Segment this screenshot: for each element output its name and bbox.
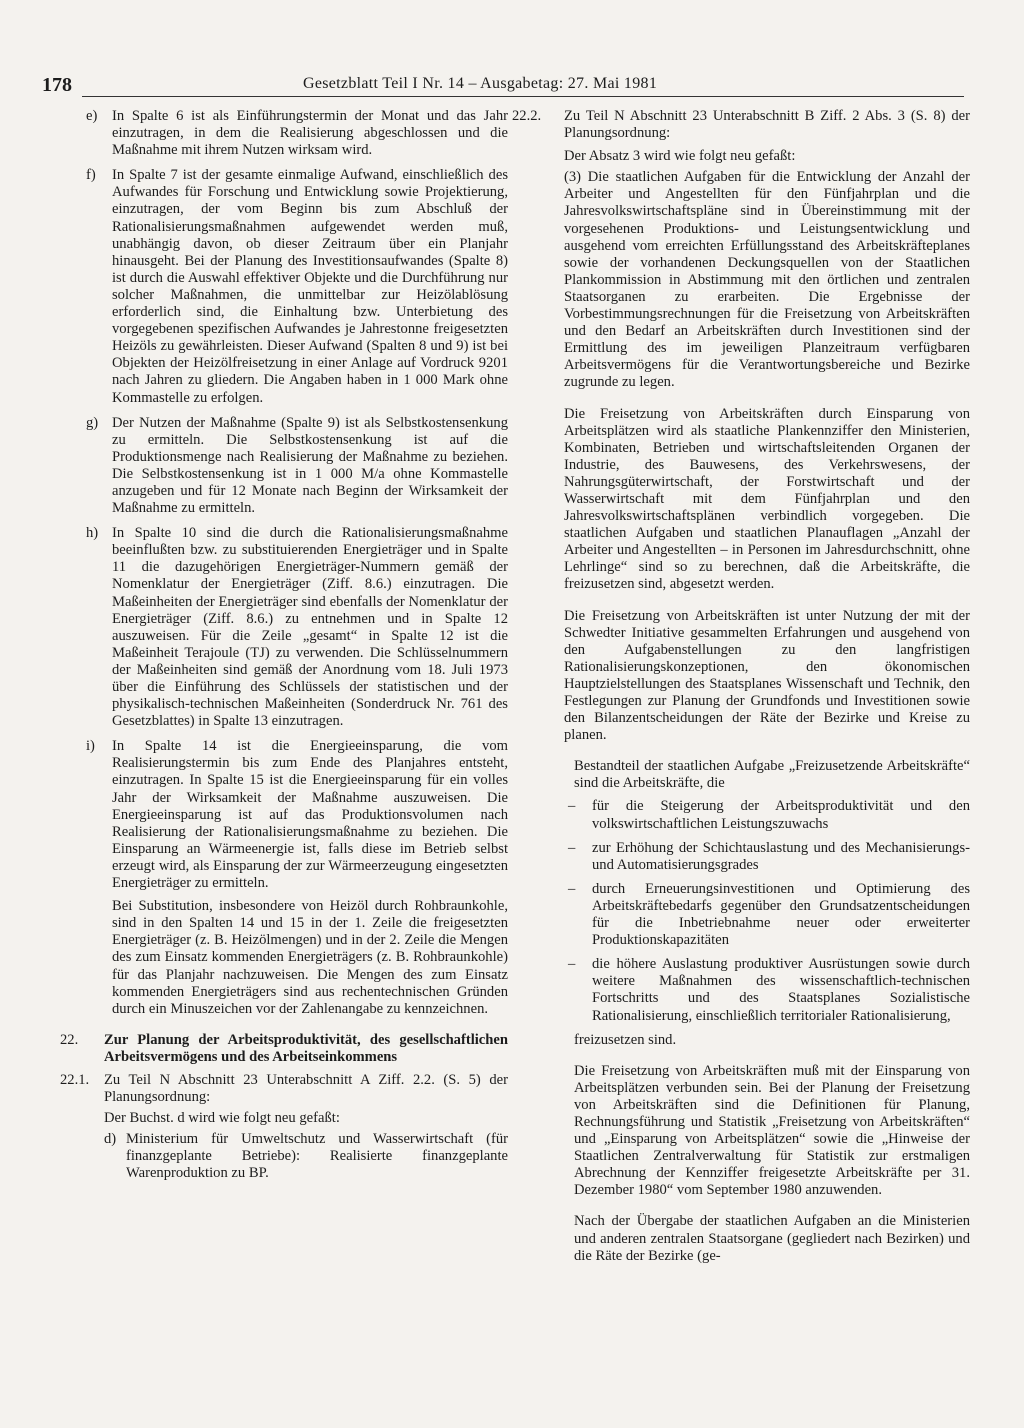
item-label: g) xyxy=(86,414,99,431)
section-text: Zu Teil N Abschnitt 23 Unterabschnitt B Ziff. 2 Abs. 3 (S. 8) der Planungsordnung: xyxy=(564,108,970,142)
item-text: Der Nutzen der Maßnahme (Spalte 9) ist als Selbstkostensenkung zu ermitteln. Die Selbstkostensenkung ist auf die Produktionsmenge nach Realisierung der Maßnahme zu beziehen. Die Selbstkostensenkung ist in 1 000 M/a ohne Kommastelle anzugeben und für 12 Monate nach Beginn der Wirksamkeit der Maßnahme zu ermitteln. xyxy=(112,414,508,517)
right-column xyxy=(512,108,970,1279)
dash-marker: – xyxy=(568,839,576,856)
paragraph-2: (3) Die staatlichen Aufgaben für die Entwicklung der Anzahl der Arbeiter und Angestellten für den Fünfjahrplan und die Jahresvolkswirtschaftspläne sind in Übereinstimmung mit der vorgesehenen Produktions- und Leistungsentwicklung und ausgehend vom erreichten Erfüllungsstand des Arbeitskräfteplanes sowie der vorhandenen Deckungsquellen von der Staatlichen Plankommission in Abstimmung mit den örtlichen und zentralen Staatsorganen zu erarbeiten. Die Ergebnisse der Vorbestimmungsrechnungen für die Freisetzung von Arbeitskräften und den Bedarf an Arbeitskräften durch Investitionen sind der Ermittlung des im jeweiligen Planzeitraum verfügbaren Arbeitsvermögens für die Verantwortungsbereiche und Bezirke zugrunde zu legen. xyxy=(564,169,970,391)
item-f xyxy=(60,167,508,406)
section-title: Zur Planung der Arbeitsproduktivität, des gesellschaftlichen Arbeitsvermögens und des Arbeitseinkommens xyxy=(104,1031,508,1065)
section-text-2: Der Buchst. d wird wie folgt neu gefaßt: xyxy=(104,1110,340,1127)
section-label: 22.1. xyxy=(60,1071,90,1088)
running-title: Gesetzblatt Teil I Nr. 14 – Ausgabetag: 27. Mai 1981 xyxy=(303,75,658,92)
item-e xyxy=(60,108,508,159)
dash-marker: – xyxy=(568,956,576,973)
item-text: In Spalte 6 ist als Einführungstermin der Monat und das Jahr einzutragen, in dem die Realisierung abgeschlossen und die Maßnahme mit ihrem Nutzen wirksam wird. xyxy=(112,108,508,159)
paragraph-8: Nach der Übergabe der staatlichen Aufgaben an die Ministerien und anderen zentralen Staatsorgane (gegliedert nach Bezirken) und die Räte der Bezirke (ge- xyxy=(574,1213,970,1264)
dash-marker: – xyxy=(568,880,576,897)
paragraph-7: Die Freisetzung von Arbeitskräften muß mit der Einsparung von Arbeitsplätzen verbunden sein. Bei der Planung der Freisetzung von Arbeitskräften sind die Definitionen für Planung, Rechnungsführung und Statistik „Freisetzung von Arbeitskräften“ und „Einsparung von Arbeitsplätzen“ sowie die „Hinweise der Staatlichen Zentralverwaltung für Statistik zur erstmaligen Abrechnung der Kennziffer freigesetzte Arbeitskräfte per 31. Dezember 1980“ vom September 1980 anzuwenden. xyxy=(574,1062,970,1199)
section-22-2 xyxy=(512,108,970,142)
item-h xyxy=(60,525,508,730)
subitem-label: d) xyxy=(104,1131,117,1148)
dash-item xyxy=(520,798,970,832)
paragraph-4: Die Freisetzung von Arbeitskräften ist unter Nutzung der mit der Schwedter Initiative gesammelten Erfahrungen und ausgehend von den Aufgabenstellungen zu den langfristigen Rationalisierungskonzeptionen, den ökonomischen Hauptzielstellungen des Staatsplanes Wissenschaft und Technik, den Festlegungen zur Planung der Grundfonds und Investitionen sowie den Bilanzentscheidungen der Räte der Bezirke und Kreise zu planen. xyxy=(564,607,970,744)
paragraph-1: Der Absatz 3 wird wie folgt neu gefaßt: xyxy=(564,148,796,165)
paragraph-3: Die Freisetzung von Arbeitskräften durch Einsparung von Arbeitsplätzen wird als staatliche Plankennziffer den Ministerien, Kombinaten, Betrieben und wirtschaftsleitenden Organen der Industrie, des Bauwesens, des Verkehrswesens, der Nahrungsgüterwirtschaft, der Forstwirtschaft und der Wasserwirtschaft mit dem Fünfjahrplan und den Jahresvolkswirtschaftsplänen verbindlich vorgegeben. Die staatlichen Aufgaben und staatlichen Planauflagen „Anzahl der Arbeiter und Angestellten – in Personen im Jahresdurchschnitt, ohne Lehrlinge“ sind so zu berechnen, daß die Arbeitskräfte, die freizusetzen sind, abgesetzt werden. xyxy=(564,405,970,593)
dash-text: durch Erneuerungsinvestitionen und Optimierung des Arbeitskräftebedarfs gegenüber den Grundsatzentscheidungen für die Inbetriebnahme neuer oder erweiterter Produktionskapazitäten xyxy=(592,880,970,949)
item-i xyxy=(60,738,508,1018)
subitem-d xyxy=(104,1131,508,1182)
dash-marker: – xyxy=(568,798,576,815)
item-label: i) xyxy=(86,738,95,755)
item-text: In Spalte 10 sind die durch die Rationalisierungsmaßnahme beeinflußten bzw. zu substituierenden Energieträger und in Spalte 11 die dazugehörigen Energieträger-Nummern gemäß der Nomenklatur der Energieträger (Ziff. 8.6.) einzutragen. Die Maßeinheiten der Energieträger sind ebenfalls der Nomenklatur der Energieträger (Ziff. 8.6.) zu entnehmen und in Spalte 12 auszuweisen. Für die Zeile „gesamt“ in Spalte 12 ist die Maßeinheit Terajoule (TJ) zu verwenden. Die Schlüsselnummern der Maßeinheiten sind gemäß der Anordnung vom 18. Juli 1973 über die Einführung des Schlüssels der statistischen und der physikalisch-technischen Maßeinheiten (Sonderdruck Nr. 761 des Gesetzblattes) in Spalte 13 einzutragen. xyxy=(112,525,508,730)
dash-text: für die Steigerung der Arbeitsproduktivität und den volkswirtschaftlichen Leistungszuwachs xyxy=(592,798,970,832)
page-number: 178 xyxy=(42,74,72,96)
section-22 xyxy=(60,1032,508,1066)
item-label: h) xyxy=(86,525,99,542)
dash-item xyxy=(520,840,970,874)
item-text: In Spalte 7 ist der gesamte einmalige Aufwand, einschließlich des Aufwandes für Forschung und Entwicklung sowie Projektierung, einzutragen, der vom Beginn bis zum Abschluß der Rationalisierungsmaßnahmen aufgewendet werden muß, unabhängig davon, ob dieser Zeitraum über ein Planjahr hinausgeht. Bei der Planung des Investitionsaufwandes (Spalte 8) ist durch die Auswahl effektiver Objekte und die Durchführung nur solcher Maßnahmen, die unmittelbar zur Heizölablösung erforderlich sind, die Einhaltung bzw. Unterbietung des vorgegebenen spezifischen Aufwandes je Jahrestonne freigesetzten Heizöls zu gewährleisten. Dieser Aufwand (Spalten 8 und 9) ist bei Objekten der Heizölfreisetzung in einer Anlage auf Vordruck 9201 nach Jahren zu gliedern. Die Angaben haben in 1 000 Mark ohne Kommastelle zu erfolgen. xyxy=(112,167,508,406)
item-g xyxy=(60,415,508,518)
dash-item xyxy=(520,956,970,1024)
item-text: In Spalte 14 ist die Energieeinsparung, die vom Realisierungstermin bis zum Ende des Planjahres entsteht, einzutragen. In Spalte 15 ist die Energieeinsparung für ein volles Jahr der Wirksamkeit der Maßnahme auszuweisen. Die Energieeinsparung ist auf das Produktionsvolumen nach Realisierung der Rationalisierungsmaßnahme zu beziehen. Die Einsparung an Wärmeenergie ist, falls diese im Betrieb selbst erzeugt wird, als Einsparung der zur Wärmeerzeugung eingesetzten Energieträger zu ermitteln. xyxy=(112,738,508,892)
item-text-continued: Bei Substitution, insbesondere von Heizöl durch Rohbraunkohle, sind in den Spalten 14 und 15 in der 1. Zeile die freigesetzten Energieträger (z. B. Heizölmengen) und in der 2. Zeile die Mengen des zum Einsatz kommenden Energieträgers (z. B. Rohbraunkohle) für das Planjahr nachzuweisen. Die Mengen des zum Einsatz kommenden Energieträgers sind aus rechentechnischen Gründen durch ein Minuszeichen vor der Zahlenangabe zu kennzeichnen. xyxy=(112,898,508,1017)
item-label: e) xyxy=(86,108,98,124)
dash-item xyxy=(520,881,970,949)
item-label: f) xyxy=(86,167,96,184)
header-rule xyxy=(82,96,964,97)
section-label: 22.2. xyxy=(512,108,542,124)
section-22-1 xyxy=(60,1072,508,1183)
paragraph-5: Bestandteil der staatlichen Aufgabe „Freizusetzende Arbeitskräfte“ sind die Arbeitskräfte, die xyxy=(574,758,970,792)
left-column xyxy=(60,108,508,1189)
section-text: Zu Teil N Abschnitt 23 Unterabschnitt A Ziff. 2.2. (S. 5) der Planungsordnung: xyxy=(104,1071,508,1106)
dash-text: zur Erhöhung der Schichtauslastung und des Mechanisierungs- und Automatisierungsgrades xyxy=(592,839,970,873)
subitem-text: Ministerium für Umweltschutz und Wasserwirtschaft (für finanzgeplante Betriebe): Realisierte finanzgeplante Warenproduktion zu BP. xyxy=(126,1131,508,1182)
paragraph-6: freizusetzen sind. xyxy=(574,1031,677,1048)
section-label: 22. xyxy=(60,1031,79,1048)
dash-text: die höhere Auslastung produktiver Ausrüstungen sowie durch weitere Maßnahmen des wissenschaftlich-technischen Fortschritts und des Staatsplanes Sozialistische Rationalisierung, einschließlich territorialer Rationalisierung, xyxy=(592,956,970,1024)
